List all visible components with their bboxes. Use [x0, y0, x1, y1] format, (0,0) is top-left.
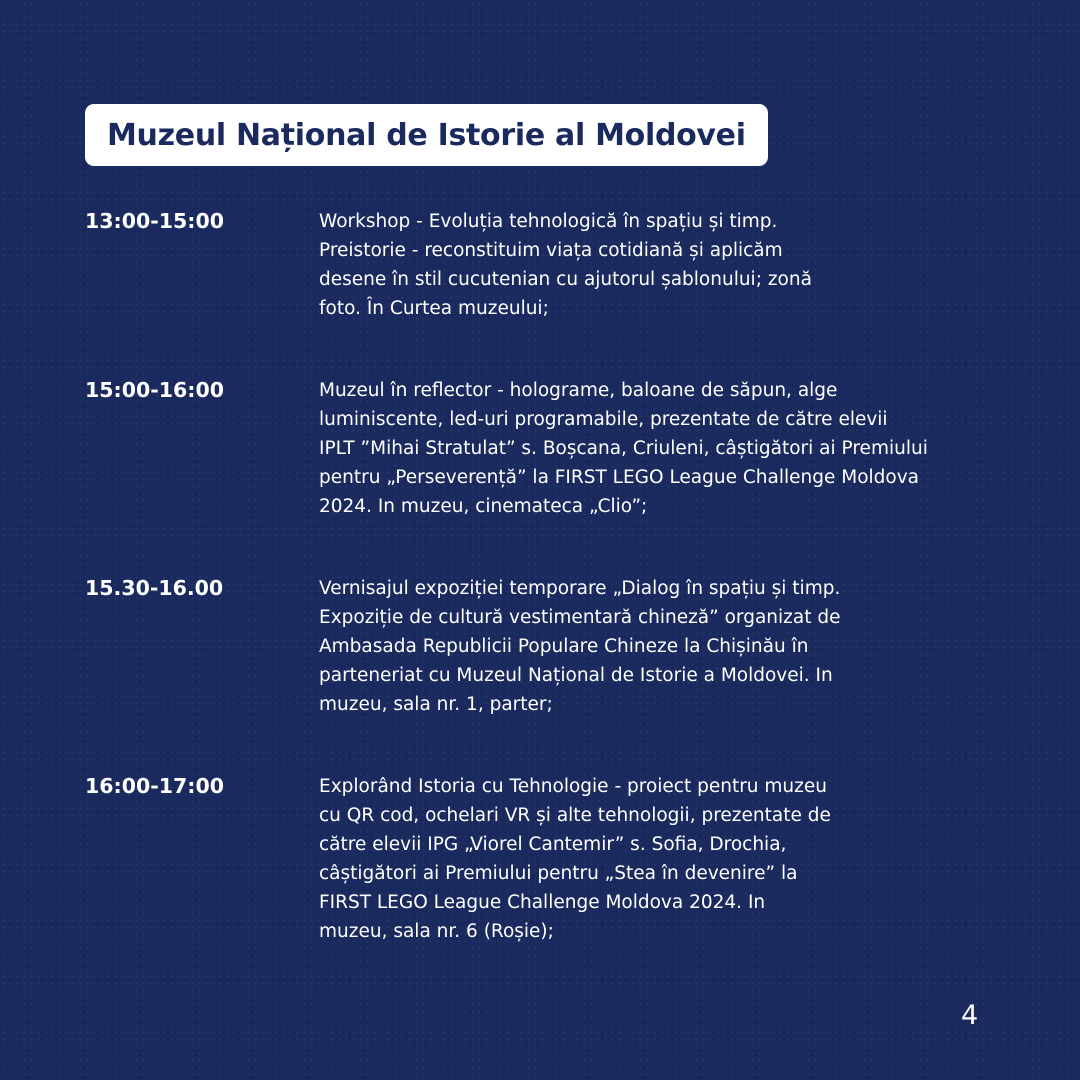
- description-line: cu QR cod, ochelari VR și alte tehnologii, prezentate de: [319, 805, 831, 826]
- entry-time: 16:00-17:00: [85, 774, 225, 798]
- entry-time: 15.30-16.00: [85, 576, 224, 600]
- entry-description: [319, 376, 1064, 521]
- description-line: foto. În Curtea muzeului;: [319, 298, 549, 319]
- description-line: Workshop - Evoluția tehnologică în spațiu și timp.: [319, 211, 778, 232]
- description-line: Vernisajul expoziției temporare „Dialog în spațiu și timp.: [319, 578, 841, 599]
- description-line: desene în stil cucutenian cu ajutorul șablonului; zonă: [319, 269, 812, 290]
- description-line: 2024. In muzeu, cinemateca „Clio”;: [319, 496, 648, 517]
- entry-description: [319, 772, 1064, 946]
- description-line: muzeu, sala nr. 1, parter;: [319, 694, 553, 715]
- entry-description: [319, 574, 1064, 719]
- entry-time: 13:00-15:00: [85, 209, 225, 233]
- description-line: IPLT ”Mihai Stratulat” s. Boșcana, Criuleni, câștigători ai Premiului: [319, 438, 928, 459]
- page-number: 4: [961, 1000, 979, 1031]
- description-line: Expoziție de cultură vestimentară chineză” organizat de: [319, 607, 841, 628]
- title-badge: [85, 104, 768, 166]
- description-line: câștigători ai Premiului pentru „Stea în devenire” la: [319, 863, 798, 884]
- description-line: Preistorie - reconstituim viața cotidiană și aplicăm: [319, 240, 783, 261]
- description-line: FIRST LEGO League Challenge Moldova 2024. In: [319, 892, 766, 913]
- description-line: Muzeul în reflector - holograme, baloane de săpun, alge: [319, 380, 838, 401]
- description-line: pentru „Perseverență” la FIRST LEGO League Challenge Moldova: [319, 467, 920, 488]
- description-line: către elevii IPG „Viorel Cantemir” s. Sofia, Drochia,: [319, 834, 787, 855]
- entry-time: 15:00-16:00: [85, 378, 225, 402]
- description-line: Ambasada Republicii Populare Chineze la Chișinău în: [319, 636, 809, 657]
- entry-description: [319, 207, 1064, 323]
- description-line: luminiscente, led-uri programabile, prezentate de către elevii: [319, 409, 888, 430]
- description-line: muzeu, sala nr. 6 (Roșie);: [319, 921, 554, 942]
- description-line: parteneriat cu Muzeul Național de Istorie a Moldovei. In: [319, 665, 833, 686]
- page-title: Muzeul Național de Istorie al Moldovei: [107, 117, 746, 153]
- description-line: Explorând Istoria cu Tehnologie - proiect pentru muzeu: [319, 776, 827, 797]
